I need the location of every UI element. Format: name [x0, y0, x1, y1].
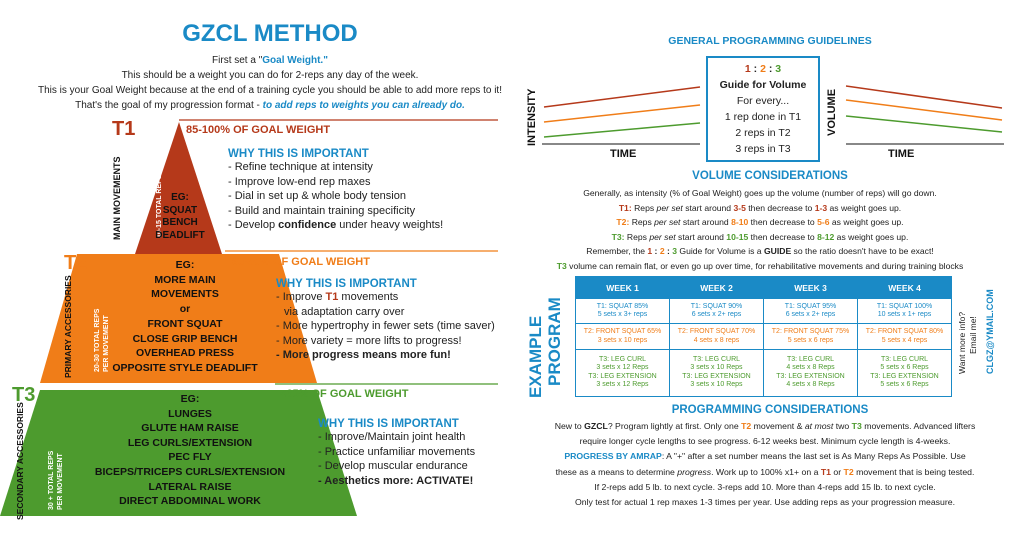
list-item: - Improve/Maintain joint health	[318, 431, 466, 443]
column-header: WEEK 4	[858, 277, 952, 299]
contact-email-link[interactable]: CLGZ@YMAIL.COM	[985, 289, 995, 374]
list-item: - Develop confidence under heavy weights!	[228, 219, 444, 232]
t2-why-title: WHY THIS IS IMPORTANT	[276, 278, 417, 290]
volume-guide-box	[706, 56, 820, 162]
list-item: 1 rep done in T1	[724, 111, 802, 123]
table-row	[576, 349, 952, 396]
t3-percent: <65% OF GOAL WEIGHT	[280, 388, 409, 400]
table-row	[576, 299, 952, 324]
list-item: - Build and maintain training specificity	[228, 204, 416, 217]
table-cell: T3: LEG CURL 5 sets x 6 Reps T3: LEG EXTENSION 5 sets x 6 Reps	[858, 349, 952, 396]
intro-line-1: First set a "Goal Weight."	[212, 55, 328, 66]
table-cell: T2: FRONT SQUAT 65% 3 sets x 10 reps	[576, 324, 670, 349]
volume-line-t3	[846, 116, 1002, 132]
t3-exercises: EG: LUNGES GLUTE HAM RAISE LEG CURLS/EXTENSION PEC FLY BICEPS/TRICEPS CURLS/EXTENSION LATERAL RAISE DIRECT ABDOMINAL WORK	[94, 393, 286, 508]
time-axis-label-right: TIME	[888, 148, 915, 160]
list-item: 2 reps in T2	[735, 127, 791, 139]
volume-considerations-text: Generally, as intensity (% of Goal Weight) goes up the volume (number of reps) will go down. T1: Reps per set start around 3-5 then decrease to 1-3 as weight goes up. T2: Reps per set start around 8-10 then decrease to 5-6 as weight goes up. T3: Reps per set start around 10-15 then decrease to 8-12 as weight goes up. Remember, the 1 : 2 : 3 Guide for Volume is a GUIDE so the ratio doesn't have to be exact! T3 volume can remain flat, or even go up over time, for rehabilitative movements and during training blocks	[556, 188, 964, 271]
table-cell: T2: FRONT SQUAT 80% 5 sets x 4 reps	[858, 324, 952, 349]
tier-label-t3: T3	[12, 384, 36, 406]
table-cell: T3: LEG CURL 3 sets x 12 Reps T3: LEG EXTENSION 3 sets x 12 Reps	[576, 349, 670, 396]
volume-considerations-title: VOLUME CONSIDERATIONS	[692, 170, 848, 182]
list-item: - Refine technique at intensity	[228, 161, 373, 173]
table-cell: T2: FRONT SQUAT 75% 5 sets x 6 reps	[764, 324, 858, 349]
contact-prompt: Want more info? Email me!	[957, 311, 978, 374]
intro-line-4: That's the goal of my progression format - to add reps to weights you can already do.	[75, 100, 465, 111]
list-item: via adaptation carry over	[284, 305, 405, 318]
table-cell: T1: SQUAT 95% 6 sets x 2+ reps	[764, 299, 858, 324]
list-item: - More variety = more lifts to progress!	[276, 334, 462, 347]
t2-side-label: PRIMARY ACCESSORIES	[63, 275, 73, 378]
column-header: WEEK 2	[670, 277, 764, 299]
t1-side-label: MAIN MOVEMENTS	[112, 156, 122, 240]
t1-reps-label: 10-15 TOTAL REPS	[156, 174, 163, 238]
intensity-line-t2	[544, 105, 700, 122]
tier-label-t1: T1	[112, 118, 136, 140]
table-cell: T3: LEG CURL 4 sets x 8 Reps T3: LEG EXTENSION 4 sets x 8 Reps	[764, 349, 858, 396]
table-cell: T2: FRONT SQUAT 70% 4 sets x 8 reps	[670, 324, 764, 349]
column-header: WEEK 1	[576, 277, 670, 299]
list-item: - Practice unfamiliar movements	[318, 445, 476, 458]
table-cell: T1: SQUAT 90% 6 sets x 2+ reps	[670, 299, 764, 324]
programming-considerations-text: New to GZCL? Program lightly at first. Only one T2 movement & at most two T3 movements. Advanced lifters require longer cycle lengths to see progress. 6-12 weeks best. Minimum cycle length is 4-weeks. PROGRESS BY AMRAP: A "+" after a set number means the last set is As Many Reps As Possible. Use these as a means to determine progress. Work up to 100% x1+ on a T1 or T2 movement that is being tested. If 2-reps add 5 lb. to next cycle. 3-reps add 10. More than 4-reps add 15 lb. to next cycle. Only test for actual 1 rep maxes 1-3 times per year. Use adding reps as your progression measure.	[554, 421, 976, 508]
volume-line-t1	[846, 86, 1002, 108]
t2-percent: 65-85% OF GOAL WEIGHT	[232, 256, 370, 268]
guide-box-title: Guide for Volume	[719, 79, 807, 91]
intro-line-3: This is your Goal Weight because at the end of a training cycle you should be able to add more reps to it!	[38, 85, 502, 96]
list-item: For every...	[736, 95, 790, 107]
tier-label-t2: T2	[64, 252, 88, 274]
t3-why-title: WHY THIS IS IMPORTANT	[318, 418, 459, 430]
list-item: - Dial in set up & whole body tension	[228, 190, 406, 203]
table-cell: T1: SQUAT 100% 10 sets x 1+ reps	[858, 299, 952, 324]
intensity-line-t3	[544, 123, 700, 137]
intensity-axis-label: INTENSITY	[526, 88, 538, 146]
volume-axis-label: VOLUME	[826, 88, 838, 136]
t2-reps-label: 20-30 TOTAL REPS PER MOVEMENT	[94, 308, 110, 372]
t3-side-label: SECONDARY ACCESSORIES	[15, 402, 25, 520]
list-item: - More hypertrophy in fewer sets (time saver)	[276, 320, 495, 333]
table-cell: T1: SQUAT 85% 5 sets x 3+ reps	[576, 299, 670, 324]
programming-considerations-title: PROGRAMMING CONSIDERATIONS	[671, 404, 869, 416]
table-header-row	[576, 277, 952, 299]
table-row	[576, 324, 952, 349]
t1-exercises: EG: SQUAT BENCH DEADLIFT	[155, 192, 205, 241]
list-item: - Improve T1 movements	[276, 291, 399, 303]
time-axis-label-left: TIME	[610, 148, 637, 160]
guidelines-title: GENERAL PROGRAMMING GUIDELINES	[668, 35, 872, 47]
t1-percent: 85-100% OF GOAL WEIGHT	[186, 124, 331, 136]
list-item: - More progress means more fun!	[276, 349, 451, 362]
ratio-line: 1 : 2 : 3	[744, 63, 782, 75]
table-cell: T3: LEG CURL 3 sets x 10 Reps T3: LEG EXTENSION 3 sets x 10 Reps	[670, 349, 764, 396]
list-item: - Aesthetics more: ACTIVATE!	[318, 474, 474, 487]
column-header: WEEK 3	[764, 277, 858, 299]
t1-why-title: WHY THIS IS IMPORTANT	[228, 148, 369, 160]
example-program-label: EXAMPLE PROGRAM	[526, 297, 564, 398]
list-item: - Improve low-end rep maxes	[228, 175, 371, 188]
t3-reps-label: 30 + TOTAL REPS PER MOVEMENT	[48, 450, 64, 510]
list-item: - Develop muscular endurance	[318, 460, 468, 473]
page-title: GZCL METHOD	[182, 20, 358, 47]
t2-exercises: EG: MORE MAIN MOVEMENTS or FRONT SQUAT CLOSE GRIP BENCH OVERHEAD PRESS OPPOSITE STYLE DEADLIFT	[112, 259, 258, 374]
example-program-table	[575, 276, 952, 397]
list-item: 3 reps in T3	[735, 143, 791, 155]
intro-line-2: This should be a weight you can do for 2-reps any day of the week.	[121, 70, 419, 81]
volume-line-t2	[846, 100, 1002, 120]
intensity-line-t1	[544, 87, 700, 107]
